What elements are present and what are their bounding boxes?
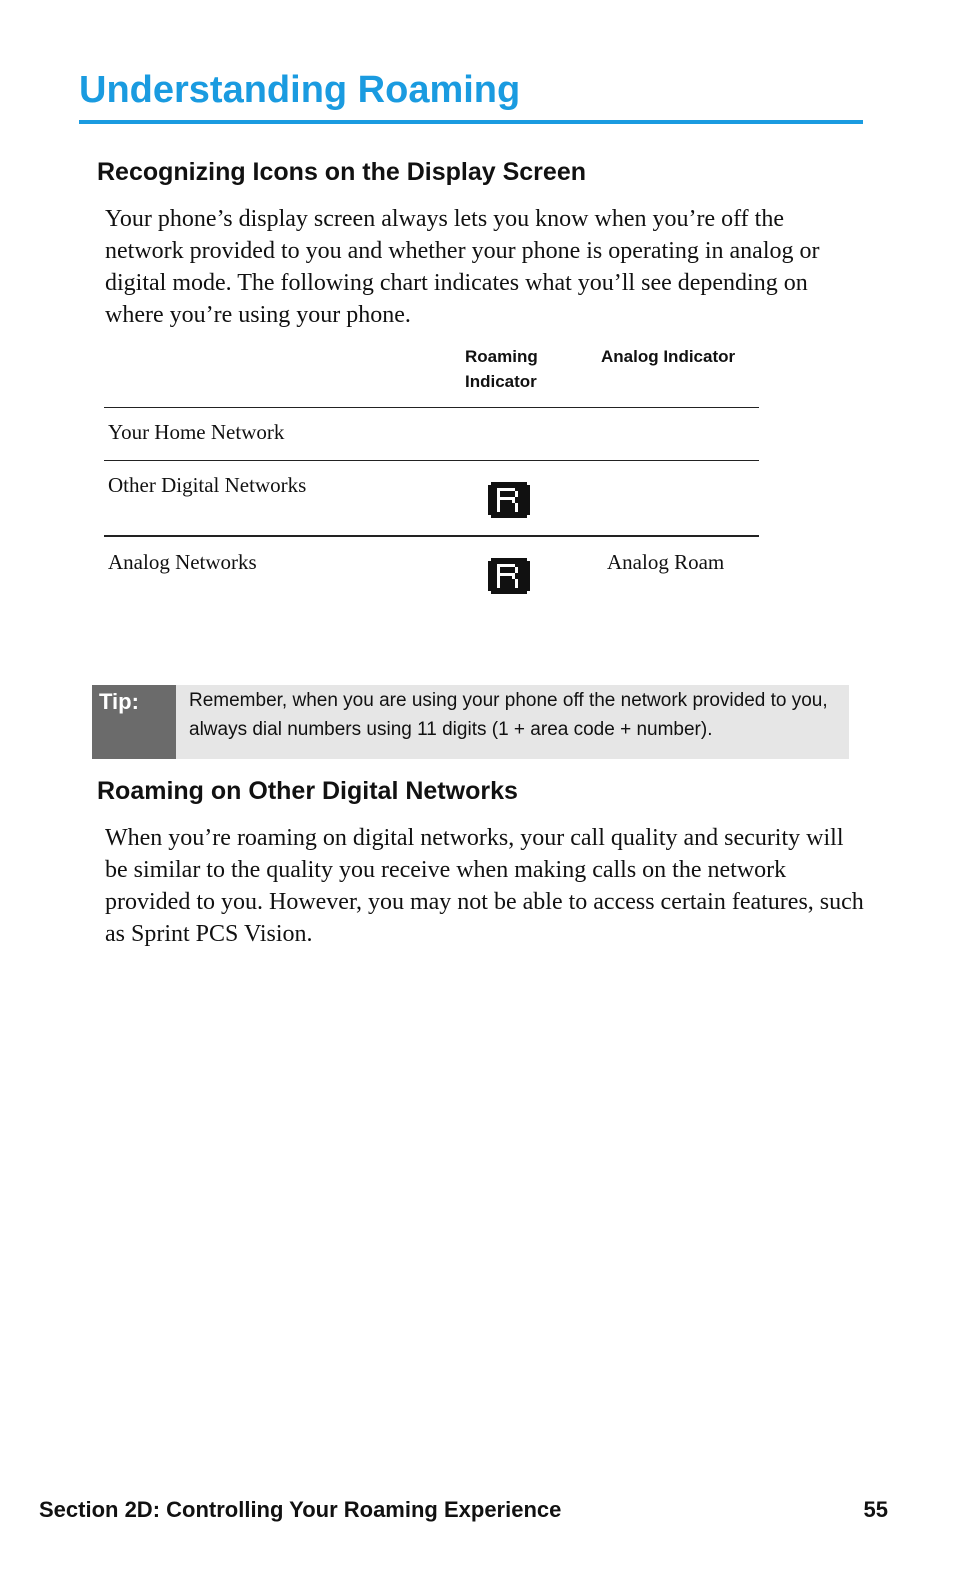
title-rule xyxy=(79,120,863,124)
analog-indicator-value: Analog Roam xyxy=(607,550,725,574)
section-heading-recognizing-icons: Recognizing Icons on the Display Screen xyxy=(97,158,586,186)
col-head-analog: Analog Indicator xyxy=(601,347,736,366)
page-title: Understanding Roaming xyxy=(79,69,521,111)
col-head-roaming-line2: Indicator xyxy=(465,372,537,391)
section-body-roaming-digital: When you’re roaming on digital networks, your call quality and security will be similar to the quality you receive when making calls on the network provided to you. However, you may not be able to access certain features, such as Sprint PCS Vision. xyxy=(105,825,864,947)
roaming-r-icon xyxy=(488,482,530,518)
col-head-roaming-line1: Roaming xyxy=(465,347,538,366)
row-label-other-digital: Other Digital Networks xyxy=(108,473,307,497)
table-rule xyxy=(104,535,759,537)
footer-page-number: 55 xyxy=(863,1497,888,1522)
table-rule xyxy=(104,407,759,408)
footer-section-title: Section 2D: Controlling Your Roaming Experience xyxy=(39,1497,562,1522)
roaming-r-icon xyxy=(488,558,530,594)
tip-label: Tip: xyxy=(99,689,139,714)
tip-text: Remember, when you are using your phone off the network provided to you, always dial numbers using 11 digits (1 + area code + number). xyxy=(189,690,828,740)
section-heading-roaming-digital: Roaming on Other Digital Networks xyxy=(97,777,518,805)
tip-box xyxy=(92,685,849,759)
row-label-analog-networks: Analog Networks xyxy=(108,550,257,574)
tip-label-box xyxy=(92,685,176,759)
section-body-recognizing-icons: Your phone’s display screen always lets you know when you’re off the network provided to you and whether your phone is operating in analog or digital mode. The following chart indicates what you’ll see depending on where you’re using your phone. xyxy=(105,206,820,328)
row-label-home-network: Your Home Network xyxy=(108,420,285,444)
table-rule xyxy=(104,460,759,461)
